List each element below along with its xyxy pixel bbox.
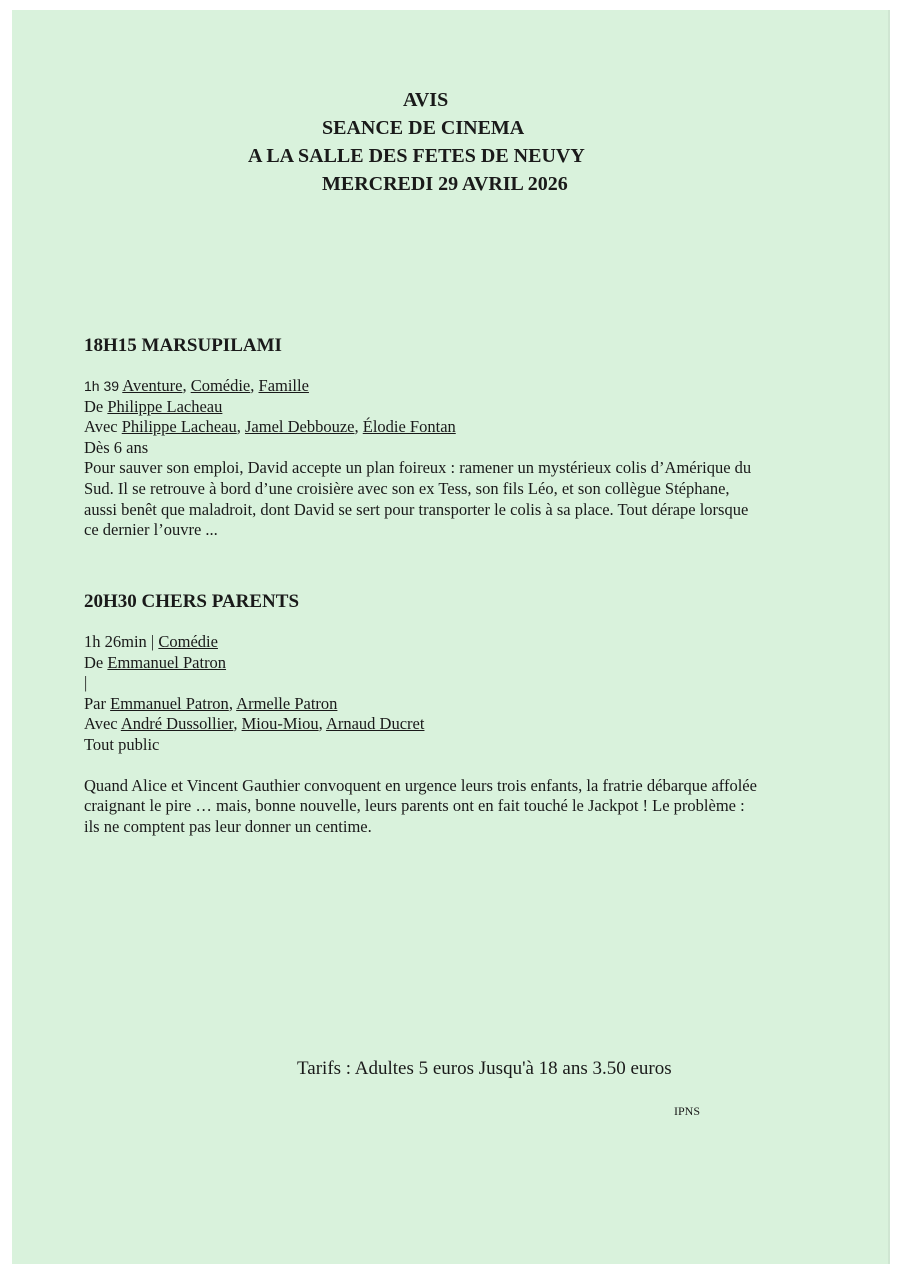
actor-link[interactable]: Élodie Fontan (362, 417, 456, 437)
film-cast: Avec Philippe Lacheau, Jamel Debbouze, Élodie Fontan (84, 417, 456, 437)
actor-link[interactable]: Philippe Lacheau (121, 417, 237, 437)
director-prefix: De (84, 396, 104, 416)
genre-link[interactable]: Comédie (158, 632, 218, 651)
actor-link[interactable]: Miou-Miou (241, 714, 319, 734)
director-link[interactable]: Emmanuel Patron (107, 652, 227, 672)
genre-link[interactable]: Aventure (122, 376, 183, 395)
tarifs: Tarifs : Adultes 5 euros Jusqu'à 18 ans 3.50 euros (297, 1058, 672, 1079)
film-synopsis: Quand Alice et Vincent Gauthier convoquent en urgence leurs trois enfants, la fratrie débarque affolée craignant le pire … mais, bonne nouvelle, leurs parents ont en fait touché le Jackpot ! Le problème : ils ne comptent pas leur donner un centime. (84, 775, 757, 836)
writers-prefix: Par (84, 693, 106, 713)
film-meta (84, 632, 784, 653)
film-duration: 1h 39 (84, 378, 120, 394)
header-seance: SEANCE DE CINEMA (322, 117, 525, 139)
cast-prefix: Avec (84, 714, 118, 734)
film-writers: Par Emmanuel Patron, Armelle Patron (84, 693, 338, 713)
header-venue: A LA SALLE DES FETES DE NEUVY (248, 145, 585, 167)
film-audience: Tout public (84, 734, 160, 754)
film-director (84, 397, 784, 418)
cast-prefix: Avec (84, 417, 118, 437)
header-avis: AVIS (403, 89, 449, 111)
film-meta: 1h 39 Aventure, Comédie, Famille (84, 376, 309, 395)
film-marsupilami (84, 334, 784, 541)
film-cast: Avec André Dussollier, Miou-Miou, Arnaud Ducret (84, 714, 425, 734)
director-prefix: De (84, 652, 104, 672)
actor-link[interactable]: Arnaud Ducret (325, 714, 425, 734)
director-link[interactable]: Philippe Lacheau (107, 396, 223, 416)
flyer-sheet (12, 10, 890, 1264)
actor-link[interactable]: André Dussollier (120, 714, 234, 734)
separator: | (84, 673, 88, 693)
genre-link[interactable]: Famille (258, 376, 309, 395)
film-director (84, 653, 784, 674)
film-synopsis: Pour sauver son emploi, David accepte un plan foireux : ramener un mystérieux colis d’Amérique du Sud. Il se retrouve à bord d’une croisière avec son ex Tess, son fils Léo, et son collègue Stéphane, aussi benêt que maladroit, dont David se sert pour transporter le colis à sa place. Tout dérape lorsque ce dernier l’ouvre ... (84, 458, 752, 540)
genre-link[interactable]: Comédie (190, 376, 251, 395)
film-title: 20H30 CHERS PARENTS (84, 591, 300, 612)
actor-link[interactable]: Jamel Debbouze (244, 417, 355, 437)
ipns-mention: IPNS (674, 1104, 701, 1118)
spacer (84, 756, 784, 776)
film-age: Dès 6 ans (84, 437, 149, 457)
writer-link[interactable]: Armelle Patron (236, 693, 338, 713)
film-chers-parents (84, 590, 784, 837)
writer-link[interactable]: Emmanuel Patron (110, 693, 229, 713)
film-duration: 1h 26min | (84, 632, 155, 651)
header-date: MERCREDI 29 AVRIL 2026 (322, 173, 568, 195)
film-title: 18H15 MARSUPILAMI (84, 335, 282, 356)
